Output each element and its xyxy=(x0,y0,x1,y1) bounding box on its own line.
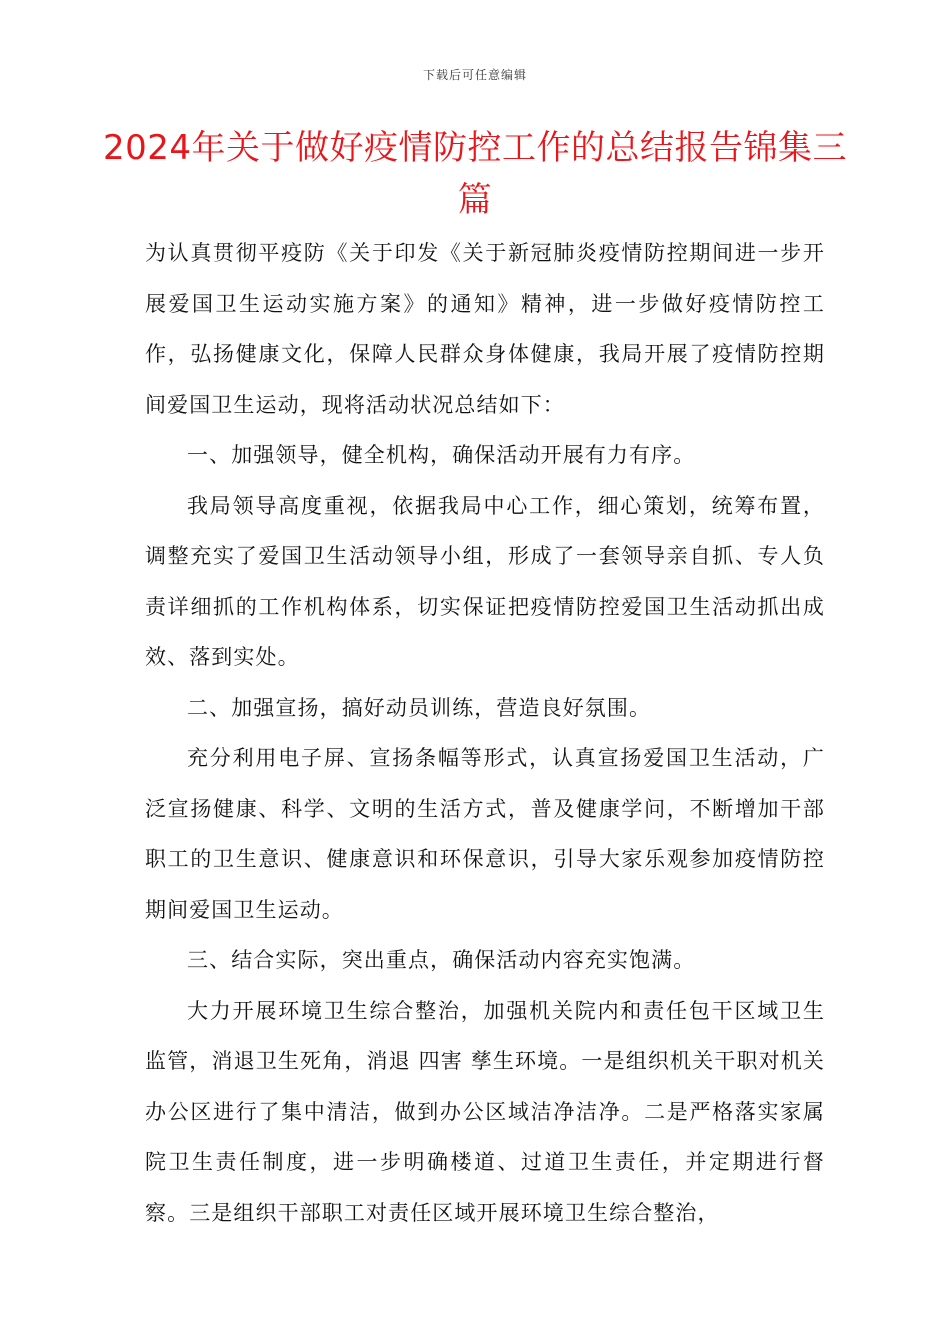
section-heading-2: 二、加强宣扬，搞好动员训练，营造良好氛围。 xyxy=(187,695,652,720)
section-heading-1: 一、加强领导，健全机构，确保活动开展有力有序。 xyxy=(187,443,696,467)
document-title: 2024年关于做好疫情防控工作的总结报告锦集三篇 xyxy=(102,128,848,220)
paragraph-section-3: 大力开展环境卫生综合整治，加强机关院内和责任包干区域卫生监管，消退卫生死角，消退 四害 孳生环境。一是组织机关干职对机关办公区进行了集中清洁，做到办公区域洁净洁净。二是严格落实家属院卫生责任制度，进一步明确楼道、过道卫生责任，并定期进行督察。三是组织干部职工对责任区域开展环境卫生综合整治， xyxy=(145,998,825,1225)
section-heading-3: 三、结合实际，突出重点，确保活动内容充实饱满。 xyxy=(187,948,696,972)
paragraph-section-2: 充分利用电子屏、宣扬条幅等形式，认真宣扬爱国卫生活动，广泛宣扬健康、科学、文明的生活方式，普及健康学问，不断增加干部职工的卫生意识、健康意识和环保意识，引导大家乐观参加疫情防控期间爱国卫生运动。 xyxy=(145,746,825,922)
header-note: 下载后可任意编辑 xyxy=(422,68,527,82)
document-body xyxy=(145,228,825,1238)
paragraph-section-1: 我局领导高度重视，依据我局中心工作，细心策划，统筹布置，调整充实了爱国卫生活动领导小组，形成了一套领导亲自抓、专人负责详细抓的工作机构体系，切实保证把疫情防控爱国卫生活动抓出成效、落到实处。 xyxy=(145,493,825,669)
paragraph-intro: 为认真贯彻平疫防《关于印发《关于新冠肺炎疫情防控期间进一步开展爱国卫生运动实施方案》的通知》精神，进一步做好疫情防控工作，弘扬健康文化，保障人民群众身体健康，我局开展了疫情防控期间爱国卫生运动，现将活动状况总结如下： xyxy=(145,241,825,417)
